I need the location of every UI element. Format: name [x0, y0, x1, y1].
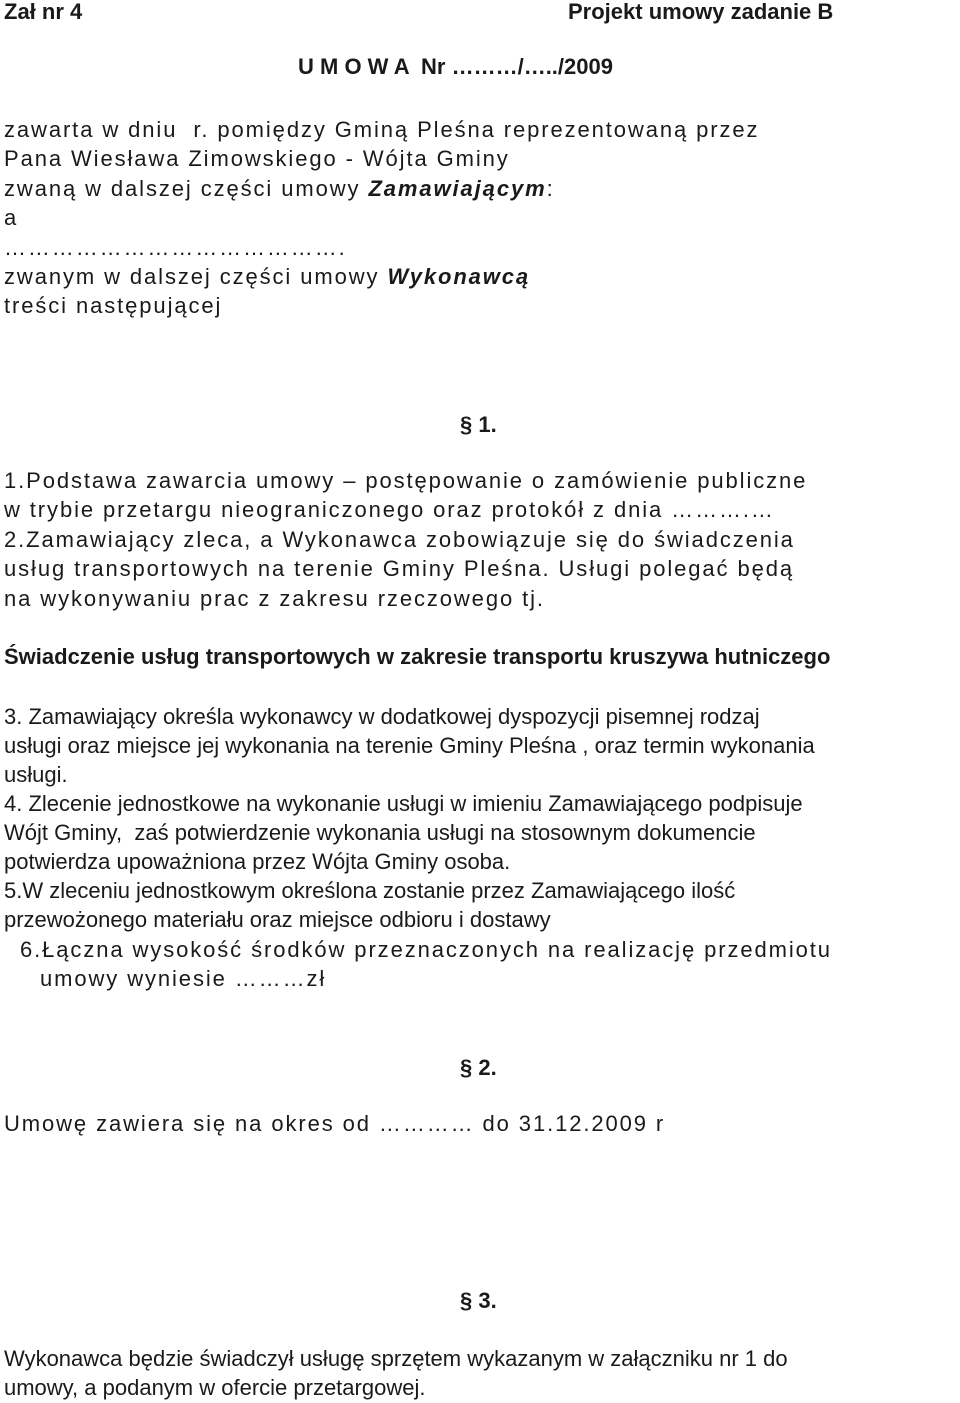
s1-point-3-line-2: usługi oraz miejsce jej wykonania na terenie Gminy Pleśna , oraz termin wykonania: [4, 733, 815, 758]
preamble-line-2: Pana Wiesława Zimowskiego - Wójta Gminy: [4, 146, 510, 171]
s1-point-2-line-1: 2.Zamawiający zleca, a Wykonawca zobowiązuje się do świadczenia: [4, 527, 795, 552]
s1-point-3-line-1: 3. Zamawiający określa wykonawcy w dodatkowej dyspozycji pisemnej rodzaj: [4, 704, 760, 729]
s1-point-4-line-1: 4. Zlecenie jednostkowe na wykonanie usługi w imieniu Zamawiającego podpisuje: [4, 791, 803, 816]
section-3-line-2: umowy, a podanym w ofercie przetargowej.: [4, 1375, 426, 1400]
ordering-party-term: Zamawiającym: [368, 176, 547, 201]
attachment-label: Zał nr 4: [4, 0, 83, 24]
section-3-line-1: Wykonawca będzie świadczył usługę sprzętem wykazanym w załączniku nr 1 do: [4, 1346, 788, 1371]
s1-point-5-line-1: 5.W zleceniu jednostkowym określona zostanie przez Zamawiającego ilość: [4, 878, 736, 903]
preamble-line-4: a: [4, 205, 19, 230]
s1-point-3-line-3: usługi.: [4, 762, 68, 787]
preamble-line-3-text: zwaną w dalszej części umowy: [4, 176, 369, 201]
s1-point-2-line-3: na wykonywaniu prac z zakresu rzeczowego tj.: [4, 586, 545, 611]
preamble-line-3-colon: :: [546, 176, 555, 201]
section-3-heading: § 3.: [460, 1288, 497, 1313]
s1-point-2-line-2: usług transportowych na terenie Gminy Pleśna. Usługi polegać będą: [4, 556, 794, 581]
section-1-heading: § 1.: [460, 412, 497, 437]
s1-point-6-line-2: umowy wyniesie ………zł: [40, 966, 327, 991]
s1-point-4-line-2: Wójt Gminy, zaś potwierdzenie wykonania usługi na stosownym dokumencie: [4, 820, 756, 845]
preamble-line-6-text: zwanym w dalszej części umowy: [4, 264, 388, 289]
section-2-text: Umowę zawiera się na okres od ………… do 31.12.2009 r: [4, 1111, 666, 1136]
contractor-term: Wykonawcą: [387, 264, 531, 289]
preamble-line-3: [4, 176, 555, 202]
s1-point-6-line-1: 6.Łączna wysokość środków przeznaczonych na realizację przedmiotu: [20, 937, 832, 962]
s1-point-5-line-2: przewożonego materiału oraz miejsce odbioru i dostawy: [4, 907, 551, 932]
section-2-heading: § 2.: [460, 1055, 497, 1080]
contract-title: U M O W A Nr ………/…../2009: [298, 54, 613, 79]
contractor-blank: …………………………………….: [4, 235, 347, 260]
preamble-line-1: zawarta w dniu r. pomiędzy Gminą Pleśna reprezentowaną przez: [4, 117, 760, 142]
preamble-line-6: [4, 264, 530, 290]
preamble-line-7: treści następującej: [4, 293, 223, 318]
project-label: Projekt umowy zadanie B: [568, 0, 834, 24]
scope-bold-line: Świadczenie usług transportowych w zakresie transportu kruszywa hutniczego: [4, 644, 831, 669]
s1-point-4-line-3: potwierdza upoważniona przez Wójta Gminy osoba.: [4, 849, 511, 874]
s1-point-1-line-2: w trybie przetargu nieograniczonego oraz protokół z dnia ……….…: [4, 497, 775, 522]
s1-point-1-line-1: 1.Podstawa zawarcia umowy – postępowanie o zamówienie publiczne: [4, 468, 808, 493]
